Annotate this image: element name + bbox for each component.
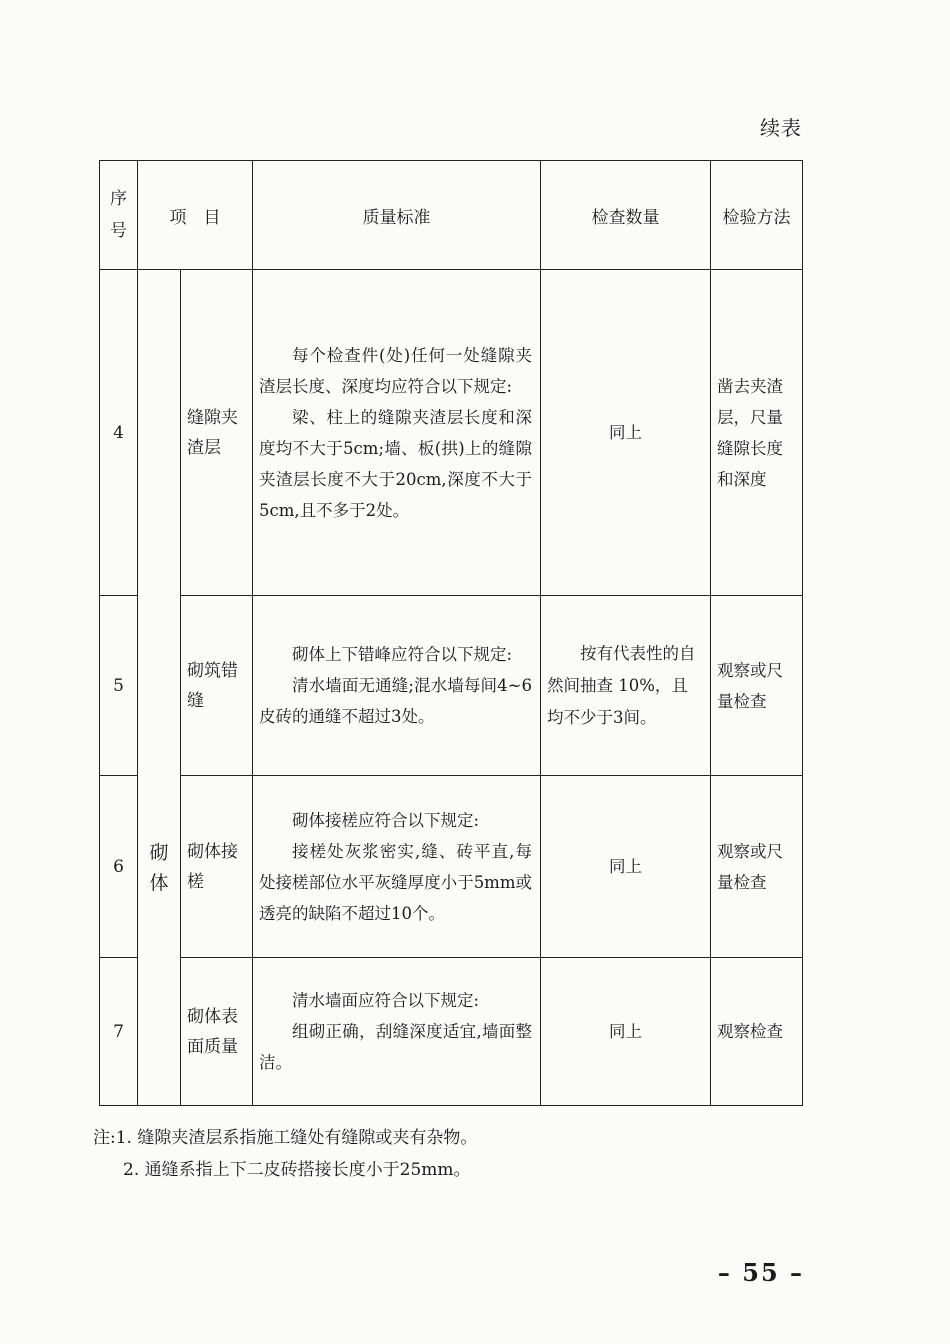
row-seq: 4	[100, 270, 138, 596]
row-standard	[253, 596, 541, 776]
table-row	[100, 270, 803, 596]
row-standard	[253, 270, 541, 596]
row-seq: 5	[100, 596, 138, 776]
table-row	[100, 776, 803, 958]
row-standard	[253, 776, 541, 958]
row-method: 凿去夹渣层，尺量缝隙长度和深度	[711, 270, 803, 596]
row-quantity: 同上	[541, 270, 711, 596]
header-method: 检验方法	[711, 161, 803, 270]
standard-intro: 砌体上下错峰应符合以下规定:	[292, 645, 513, 664]
row-quantity: 同上	[541, 776, 711, 958]
table-header-row	[100, 161, 803, 270]
row-item: 砌筑错缝	[181, 596, 253, 776]
standard-detail: 组砌正确，刮缝深度适宜,墙面整洁。	[259, 1022, 532, 1072]
row-quantity: 按有代表性的自然间抽查 10%，且均不少于3间。	[541, 596, 711, 776]
header-quantity: 检查数量	[541, 161, 711, 270]
standard-detail: 清水墙面无通缝;混水墙每间4~6皮砖的通缝不超过3处。	[259, 676, 532, 726]
note-1: 注:1. 缝隙夹渣层系指施工缝处有缝隙或夹有杂物。	[93, 1128, 478, 1148]
row-method: 观察或尺量检查	[711, 596, 803, 776]
category-cell	[138, 270, 181, 1106]
quality-standard-table	[99, 160, 803, 1106]
row-seq: 7	[100, 958, 138, 1106]
header-standard: 质量标准	[253, 161, 541, 270]
note-2: 2. 通缝系指上下二皮砖搭接长度小于25mm。	[123, 1160, 471, 1180]
standard-intro: 清水墙面应符合以下规定:	[292, 991, 480, 1010]
standard-intro: 每个检查件(处)任何一处缝隙夹渣层长度、深度均应符合以下规定:	[259, 345, 532, 396]
table-notes	[93, 1122, 477, 1186]
row-quantity: 同上	[541, 958, 711, 1106]
standard-detail: 梁、柱上的缝隙夹渣层长度和深度均不大于5cm;墙、板(拱)上的缝隙夹渣层长度不大于20cm,深度不大于5cm,且不多于2处。	[259, 407, 532, 520]
row-method: 观察或尺量检查	[711, 776, 803, 958]
header-seq-text: 序号	[110, 189, 127, 241]
header-seq	[100, 161, 138, 270]
table-row	[100, 958, 803, 1106]
row-seq: 6	[100, 776, 138, 958]
category-label: 砌体	[149, 841, 169, 894]
standard-detail: 接槎处灰浆密实,缝、砖平直,每处接槎部位水平灰缝厚度小于5mm或透亮的缺陷不超过10个。	[259, 841, 532, 923]
row-standard	[253, 958, 541, 1106]
header-item: 项 目	[138, 161, 253, 270]
row-item: 缝隙夹渣层	[181, 270, 253, 596]
page-number: – 55 –	[717, 1258, 804, 1287]
table-row	[100, 596, 803, 776]
continued-label: 续表	[760, 116, 802, 140]
row-method: 观察检查	[711, 958, 803, 1106]
standard-intro: 砌体接槎应符合以下规定:	[292, 810, 480, 830]
row-item: 砌体接槎	[181, 776, 253, 958]
row-item: 砌体表面质量	[181, 958, 253, 1106]
